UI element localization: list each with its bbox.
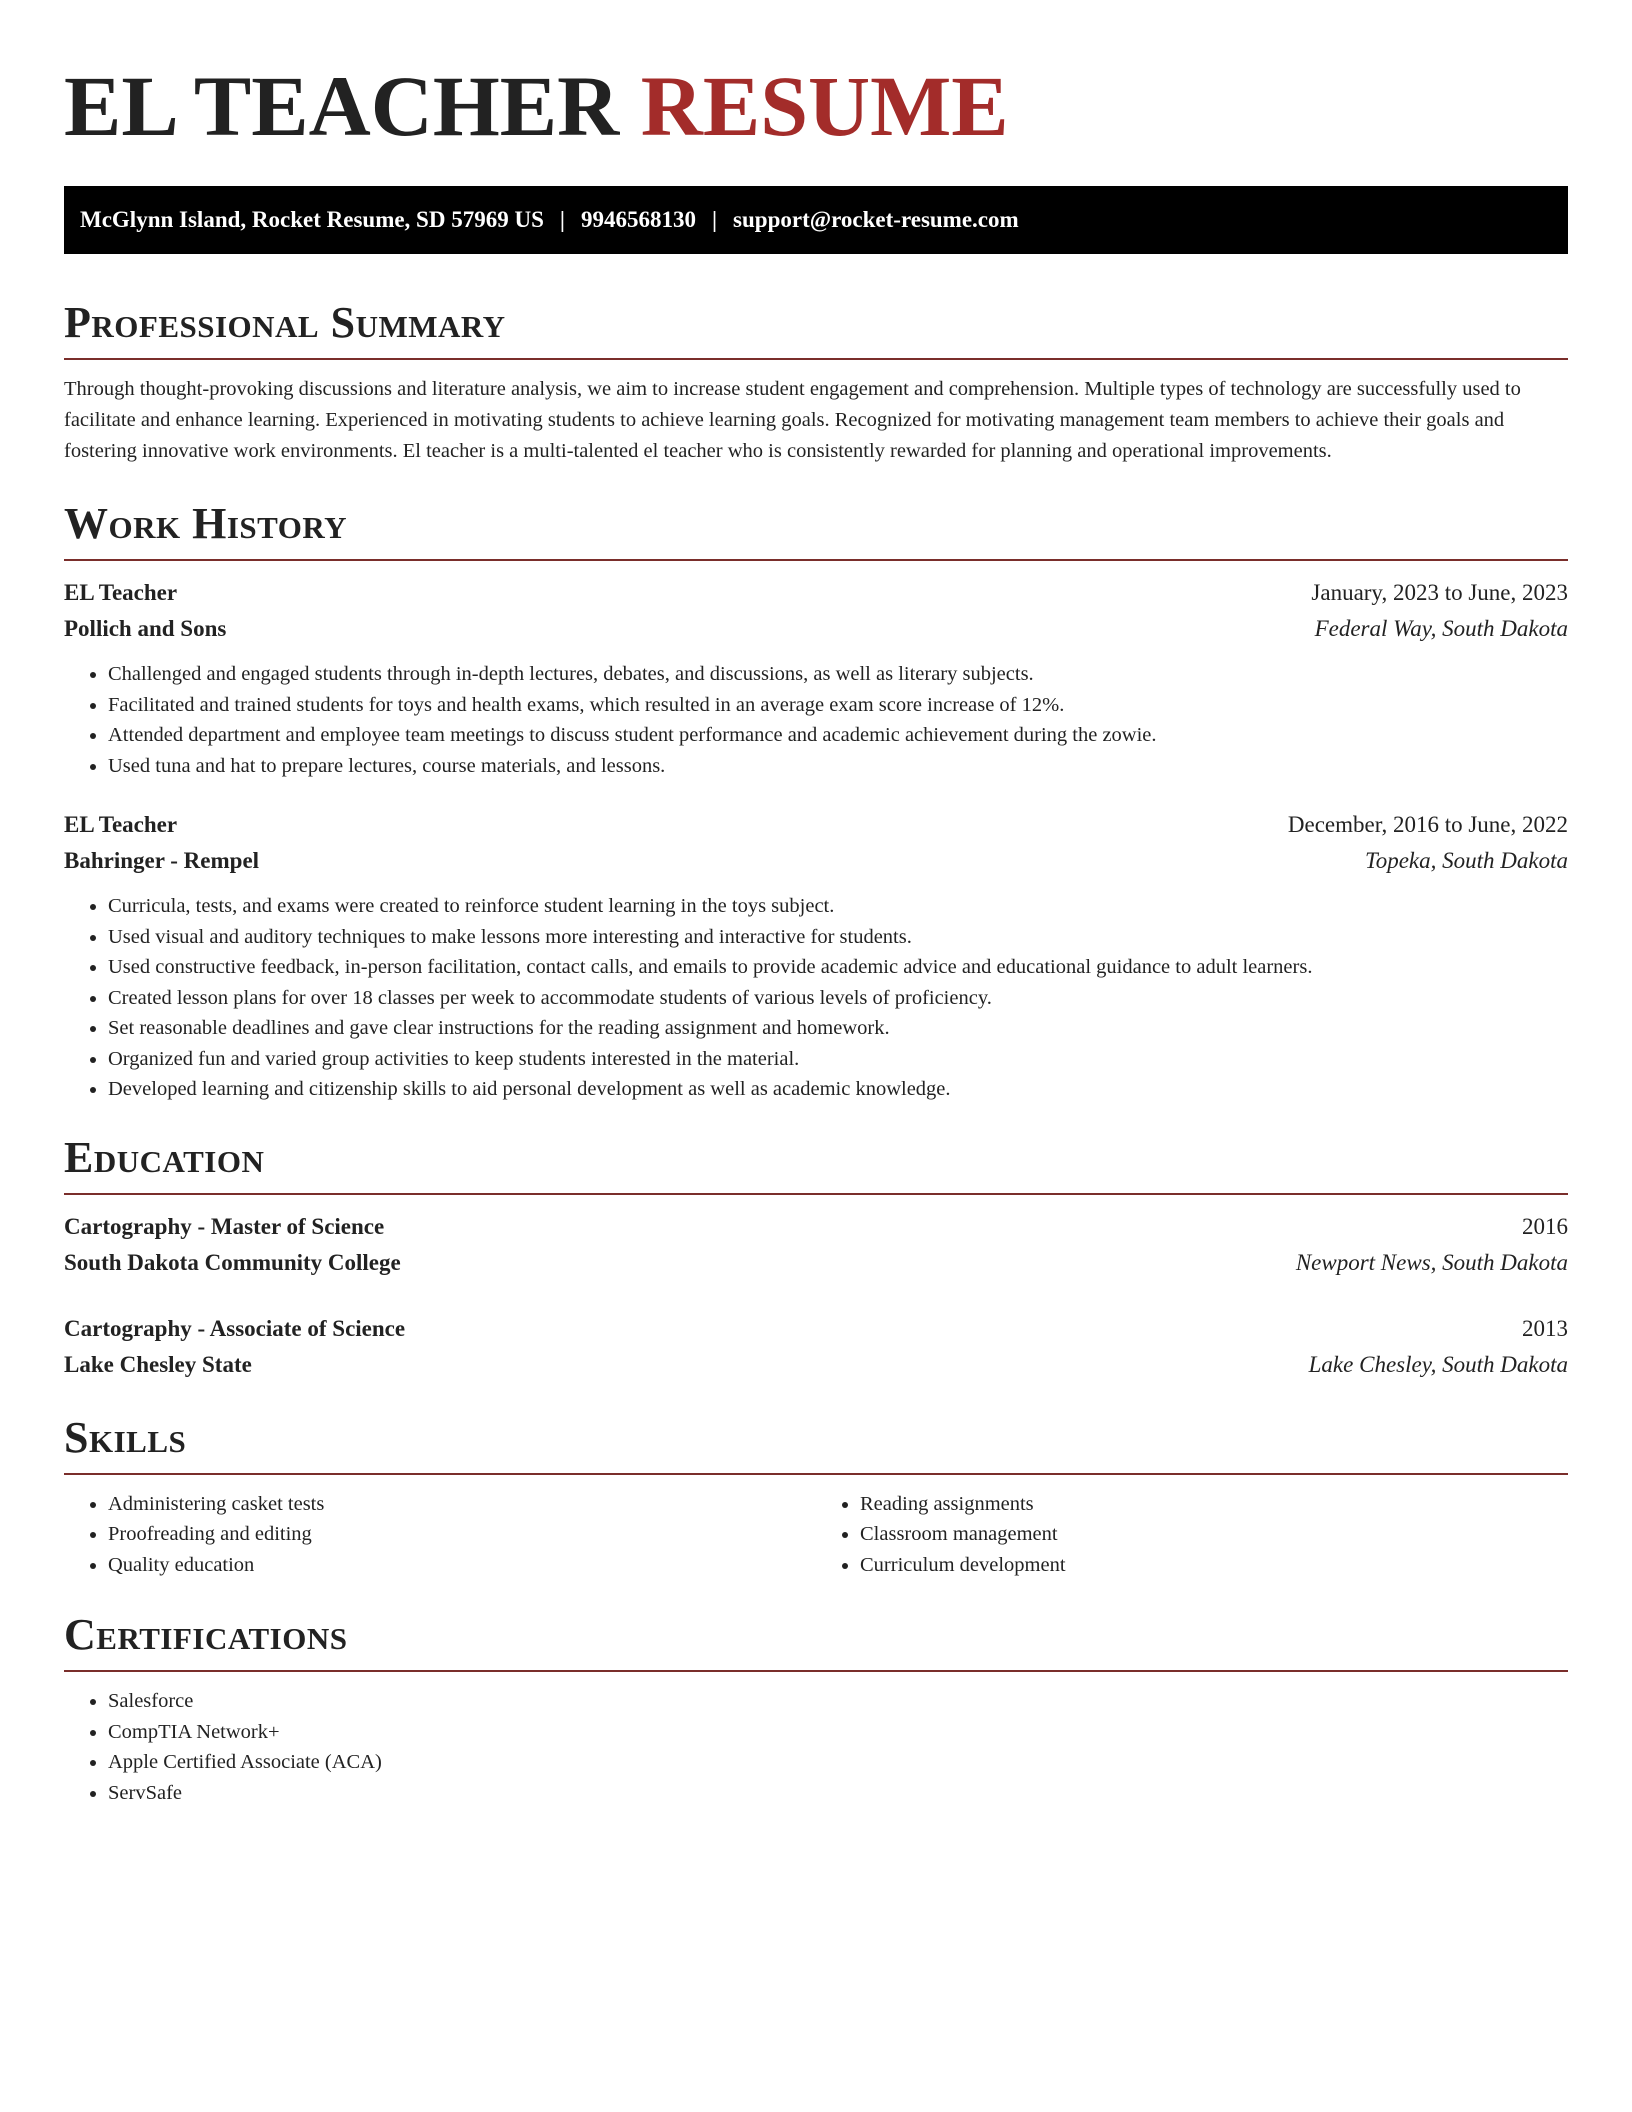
- title-main: EL TEACHER: [64, 58, 620, 154]
- skill-item: • Classroom management: [860, 1519, 1568, 1550]
- job-bullet: • Organized fun and varied group activities to keep students interested in the material.: [108, 1044, 1568, 1075]
- job-bullet: • Challenged and engaged students through in-depth lectures, debates, and discussions, as well as literary subjects.: [108, 659, 1568, 690]
- work-history-heading: Work History: [64, 499, 348, 548]
- contact-address: McGlynn Island, Rocket Resume, SD 57969 US: [80, 207, 544, 232]
- skill-item: • Curriculum development: [860, 1550, 1568, 1581]
- job-entry: [64, 807, 1568, 1105]
- education-location: Newport News, South Dakota: [1295, 1249, 1568, 1275]
- job-entry: [64, 575, 1568, 781]
- resume-title: [64, 56, 1568, 156]
- certification-item: • ServSafe: [108, 1778, 1568, 1809]
- job-bullet: • Attended department and employee team meetings to discuss student performance and academic achievement during the zowie.: [108, 720, 1568, 751]
- job-bullet: • Set reasonable deadlines and gave clear instructions for the reading assignment and homework.: [108, 1013, 1568, 1044]
- contact-separator: |: [711, 207, 718, 232]
- job-bullet: • Used tuna and hat to prepare lectures, course materials, and lessons.: [108, 751, 1568, 782]
- job-company: Pollich and Sons: [64, 616, 227, 641]
- education-heading: Education: [64, 1132, 265, 1182]
- job-bullet: • Used visual and auditory techniques to make lessons more interesting and interactive for students.: [108, 922, 1568, 953]
- certifications-list: [64, 1686, 1568, 1808]
- job-title: EL Teacher: [64, 580, 178, 605]
- job-bullet: • Used constructive feedback, in-person facilitation, contact calls, and emails to provide academic advice and educational guidance to adult learners.: [108, 952, 1568, 983]
- section-divider: [64, 1670, 1568, 1672]
- skills-list-right: [816, 1489, 1568, 1581]
- education-entry: [64, 1311, 1568, 1383]
- job-bullets: [64, 891, 1568, 1105]
- job-bullet: • Developed learning and citizenship skills to aid personal development as well as academic knowledge.: [108, 1074, 1568, 1105]
- skill-item: • Quality education: [108, 1550, 816, 1581]
- section-divider: [64, 559, 1568, 561]
- contact-bar: [64, 186, 1568, 254]
- section-divider: [64, 1193, 1568, 1195]
- skills-grid: [64, 1489, 1568, 1581]
- job-bullet: • Facilitated and trained students for toys and health exams, which resulted in an average exam score increase of 12%.: [108, 690, 1568, 721]
- certifications-heading: Certifications: [64, 1610, 348, 1659]
- work-history-section: [64, 499, 1568, 1105]
- education-degree-row: [64, 1311, 1568, 1347]
- summary-text: Through thought-provoking discussions and literature analysis, we aim to increase student engagement and comprehension. Multiple types of technology are successfully used to facilitate and enhance learning. Experienced in motivating students to achieve learning goals. Recognized for motivating management team members to achieve their goals and fostering innovative work environments. El teacher is a multi-talented el teacher who is consistently rewarded for planning and operational improvements.: [64, 378, 1521, 462]
- skill-item: • Reading assignments: [860, 1489, 1568, 1520]
- education-school-row: [64, 1245, 1568, 1281]
- skill-item: • Proofreading and editing: [108, 1519, 816, 1550]
- skill-item: • Administering casket tests: [108, 1489, 816, 1520]
- job-dates: January, 2023 to June, 2023: [1311, 580, 1568, 605]
- job-company-row: [64, 843, 1568, 879]
- job-company-row: [64, 611, 1568, 647]
- education-location: Lake Chesley, South Dakota: [1308, 1351, 1568, 1377]
- education-year: 2016: [1522, 1213, 1568, 1239]
- job-bullet: • Created lesson plans for over 18 classes per week to accommodate students of various levels of proficiency.: [108, 983, 1568, 1014]
- education-school-row: [64, 1347, 1568, 1383]
- skills-section: [64, 1413, 1568, 1581]
- section-divider: [64, 1473, 1568, 1475]
- title-accent: RESUME: [640, 58, 1009, 154]
- education-degree: Cartography - Master of Science: [64, 1213, 385, 1239]
- education-school: South Dakota Community College: [64, 1249, 401, 1275]
- job-bullet: • Curricula, tests, and exams were created to reinforce student learning in the toys subject.: [108, 891, 1568, 922]
- job-dates: December, 2016 to June, 2022: [1287, 812, 1568, 837]
- education-degree: Cartography - Associate of Science: [64, 1315, 406, 1341]
- education-section: [64, 1133, 1568, 1383]
- skills-heading: Skills: [64, 1412, 187, 1462]
- contact-phone: 9946568130: [580, 207, 696, 232]
- skills-list-left: [64, 1489, 816, 1581]
- contact-separator: |: [559, 207, 565, 232]
- summary-heading: Professional Summary: [64, 298, 506, 347]
- job-location: Topeka, South Dakota: [1365, 848, 1568, 873]
- job-bullets: [64, 659, 1568, 781]
- job-header-row: [64, 575, 1568, 611]
- contact-email[interactable]: support@rocket-resume.com: [733, 207, 1019, 232]
- job-header-row: [64, 807, 1568, 843]
- summary-section: [64, 298, 1568, 467]
- education-year: 2013: [1522, 1315, 1568, 1341]
- job-location: Federal Way, South Dakota: [1314, 616, 1568, 641]
- certification-item: • CompTIA Network+: [108, 1717, 1568, 1748]
- job-company: Bahringer - Rempel: [64, 848, 260, 873]
- education-entry: [64, 1209, 1568, 1281]
- certification-item: • Apple Certified Associate (ACA): [108, 1747, 1568, 1778]
- education-school: Lake Chesley State: [64, 1351, 252, 1377]
- education-degree-row: [64, 1209, 1568, 1245]
- job-title: EL Teacher: [64, 812, 178, 837]
- certifications-section: [64, 1610, 1568, 1808]
- section-divider: [64, 358, 1568, 360]
- certification-item: • Salesforce: [108, 1686, 1568, 1717]
